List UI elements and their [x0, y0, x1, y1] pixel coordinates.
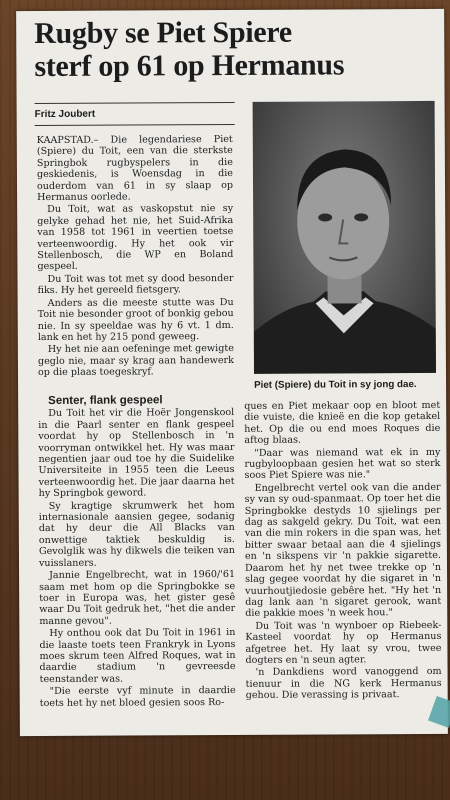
headline-line-1: Rugby se Piet Spiere	[34, 15, 292, 51]
paragraph: KAAPSTAD.– Die legendariese Piet (Spiere) du Toit, een van die sterkste Springbok rugbyspelers in die geskiedenis, is Woensdag in die ouderdom van 61 in sy slaap op Hermanus oorlede.	[36, 133, 234, 204]
paragraph: Du Toit, wat as vaskopstut nie sy gelyke gehad het nie, het Suid-Afrika van 1958 tot 1961 in veertien toetse verteenwoordig. Hy het ook vir Stellenbosch, die WP en Boland gespeel.	[37, 203, 234, 273]
article-column-1	[37, 134, 234, 380]
paragraph: Du Toit was 'n wynboer op Riebeek-Kasteel voordat hy op Hermanus afgetree het. Hy laat sy vrou, twee dogters en 'n seun agter.	[245, 619, 442, 666]
headline-line-2: sterf op 61 op Hermanus	[34, 48, 345, 84]
headline	[34, 15, 434, 83]
byline-bottom-rule	[35, 124, 235, 126]
paragraph: Engelbrecht vertel ook van die ander sy van sy oud-spanmaat. Op toer het die Springbokke destyds 10 sjielings per dag as sakgeld gekry. Du Toit, wat een van die min rokers in die span was, het bitter swaar betaal aan die 4 sjielings en 'n sikspens vir 'n pakkie sigarette. Daarom het hy net twee trekke op 'n slag gegee voordat hy die sigaret in 'n vuurhoutjiedosie gebêre het. "Hy het 'n dag lank aan 'n sigaret gerook, want die pakkie moes 'n week hou."	[244, 481, 442, 620]
paragraph: Du Toit was tot met sy dood besonder fiks. Hy het gereeld fietsgery.	[37, 272, 234, 297]
paragraph: Du Toit het vir die Hoër Jongenskool in die Paarl senter en flank gespeel voordat hy op Stellenbosch in 'n voorryman ontwikkel het. Hy was maar negentien jaar oud toe hy die Suidelike Universiteite in 1955 teen die Leeus verteenwoordig het. Die jaar daarna het hy Springbok geword.	[38, 407, 235, 500]
byline-top-rule	[35, 102, 235, 104]
paragraph: Jannie Engelbrecht, wat in 1960/'61 saam met hom op die Springbokke se toer in Europa was, het gister gesê waar Du Toit gedruk het, "het die ander manne gevou".	[39, 569, 236, 627]
subheading: Senter, flank gespeel	[48, 394, 163, 407]
paragraph: 'n Dankdiens word vanoggend om tienuur in die NG kerk Hermanus gehou. Die verassing is privaat.	[245, 666, 442, 702]
paragraph: "Daar was niemand wat ek in my rugbyloopbaan gesien het wat so sterk soos Piet Spiere was nie."	[244, 446, 441, 482]
portrait-silhouette-icon	[253, 101, 436, 374]
article-column-3	[244, 400, 442, 703]
paragraph: Anders as die meeste stutte was Du Toit nie besonder groot of bonkig gebou nie. In sy speeldae was hy 6 vt. 1 dm. lank en het hy 215 pond geweeg.	[37, 296, 234, 343]
paragraph: Hy onthou ook dat Du Toit in 1961 in die laaste toets teen Frankryk in Lyons moes skrum teen Alfred Roques, wat in daardie stadium 'n gevreesde teenstander was.	[39, 627, 236, 685]
paragraph: "Die eerste vyf minute in daardie toets het hy net bloed gesien soos Ro-	[39, 685, 236, 709]
paragraph: Hy het nie aan oefeninge met gewigte geglo nie, maar sy krag aan handewerk op die plaas toegeskryf.	[37, 343, 234, 379]
article-column-2	[38, 395, 236, 710]
newspaper-clipping	[16, 9, 448, 736]
paragraph: ques en Piet mekaar oop en bloot met die vuiste, die knieë en die kop getakel het. Op die ou end moes Roques die aftog blaas.	[244, 399, 441, 447]
portrait-photo	[253, 101, 436, 374]
photo-caption: Piet (Spiere) du Toit in sy jong dae.	[254, 379, 417, 391]
paragraph: Sy kragtige skrumwerk het hom internasionale aansien gegee, sodanig dat hy deur die All Blacks van onwettige taktiek beskuldig is. Gevolglik was hy dikwels die teiken van vuisslaners.	[38, 499, 235, 569]
byline: Fritz Joubert	[34, 108, 96, 121]
